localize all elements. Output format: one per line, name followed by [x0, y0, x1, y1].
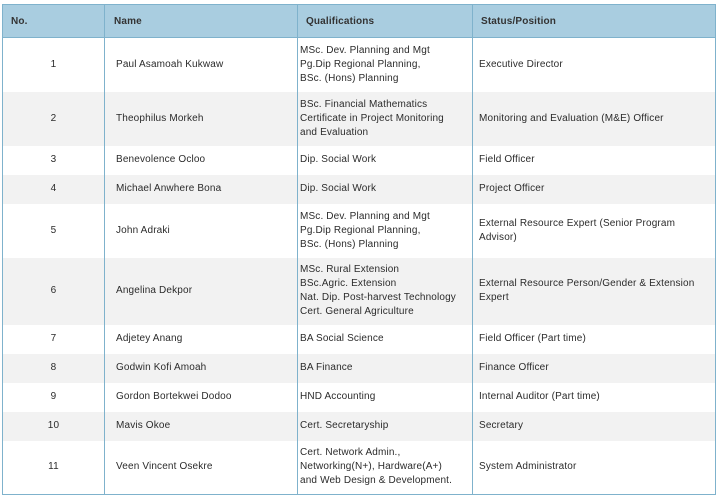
- cell-name: Godwin Kofi Amoah: [105, 354, 298, 383]
- table-header: [3, 5, 716, 38]
- cell-no: 9: [3, 383, 105, 412]
- cell-no: 1: [3, 38, 105, 92]
- cell-status: Internal Auditor (Part time): [473, 383, 716, 412]
- cell-status: External Resource Person/Gender & Extension Expert: [473, 258, 716, 325]
- cell-status: Monitoring and Evaluation (M&E) Officer: [473, 92, 716, 146]
- cell-status: Executive Director: [473, 38, 716, 92]
- cell-name: Angelina Dekpor: [105, 258, 298, 325]
- header-row: [3, 5, 716, 38]
- cell-no: 2: [3, 92, 105, 146]
- table-row: [3, 412, 716, 441]
- header-name: Name: [105, 5, 298, 38]
- header-no: No.: [3, 5, 105, 38]
- cell-qualifications: Cert. Network Admin., Networking(N+), Hardware(A+) and Web Design & Development.: [298, 441, 473, 495]
- header-status: Status/Position: [473, 5, 716, 38]
- table-row: [3, 175, 716, 204]
- cell-no: 6: [3, 258, 105, 325]
- cell-qualifications: Cert. Secretaryship: [298, 412, 473, 441]
- cell-name: John Adraki: [105, 204, 298, 258]
- cell-qualifications: HND Accounting: [298, 383, 473, 412]
- table-row: [3, 383, 716, 412]
- cell-no: 3: [3, 146, 105, 175]
- table-row: [3, 204, 716, 258]
- cell-name: Adjetey Anang: [105, 325, 298, 354]
- table-row: [3, 354, 716, 383]
- table-row: [3, 38, 716, 92]
- table-row: [3, 92, 716, 146]
- cell-name: Michael Anwhere Bona: [105, 175, 298, 204]
- cell-no: 7: [3, 325, 105, 354]
- cell-no: 8: [3, 354, 105, 383]
- cell-name: Gordon Bortekwei Dodoo: [105, 383, 298, 412]
- cell-status: Project Officer: [473, 175, 716, 204]
- cell-status: Secretary: [473, 412, 716, 441]
- cell-no: 5: [3, 204, 105, 258]
- cell-qualifications: Dip. Social Work: [298, 146, 473, 175]
- cell-no: 4: [3, 175, 105, 204]
- cell-status: Field Officer: [473, 146, 716, 175]
- cell-status: External Resource Expert (Senior Program Advisor): [473, 204, 716, 258]
- cell-qualifications: MSc. Dev. Planning and Mgt Pg.Dip Regional Planning, BSc. (Hons) Planning: [298, 204, 473, 258]
- cell-no: 11: [3, 441, 105, 495]
- cell-no: 10: [3, 412, 105, 441]
- cell-qualifications: Dip. Social Work: [298, 175, 473, 204]
- cell-qualifications: MSc. Rural Extension BSc.Agric. Extension Nat. Dip. Post-harvest Technology Cert. General Agriculture: [298, 258, 473, 325]
- table-row: [3, 258, 716, 325]
- cell-qualifications: BA Social Science: [298, 325, 473, 354]
- table-row: [3, 146, 716, 175]
- cell-qualifications: MSc. Dev. Planning and Mgt Pg.Dip Regional Planning, BSc. (Hons) Planning: [298, 38, 473, 92]
- cell-status: Field Officer (Part time): [473, 325, 716, 354]
- cell-status: System Administrator: [473, 441, 716, 495]
- cell-name: Mavis Okoe: [105, 412, 298, 441]
- cell-name: Paul Asamoah Kukwaw: [105, 38, 298, 92]
- staff-table: [2, 4, 716, 495]
- table-row: [3, 325, 716, 354]
- table-row: [3, 441, 716, 495]
- cell-name: Benevolence Ocloo: [105, 146, 298, 175]
- cell-name: Veen Vincent Osekre: [105, 441, 298, 495]
- cell-name: Theophilus Morkeh: [105, 92, 298, 146]
- cell-qualifications: BA Finance: [298, 354, 473, 383]
- cell-qualifications: BSc. Financial Mathematics Certificate in Project Monitoring and Evaluation: [298, 92, 473, 146]
- cell-status: Finance Officer: [473, 354, 716, 383]
- table-body: [3, 38, 716, 495]
- header-qualifications: Qualifications: [298, 5, 473, 38]
